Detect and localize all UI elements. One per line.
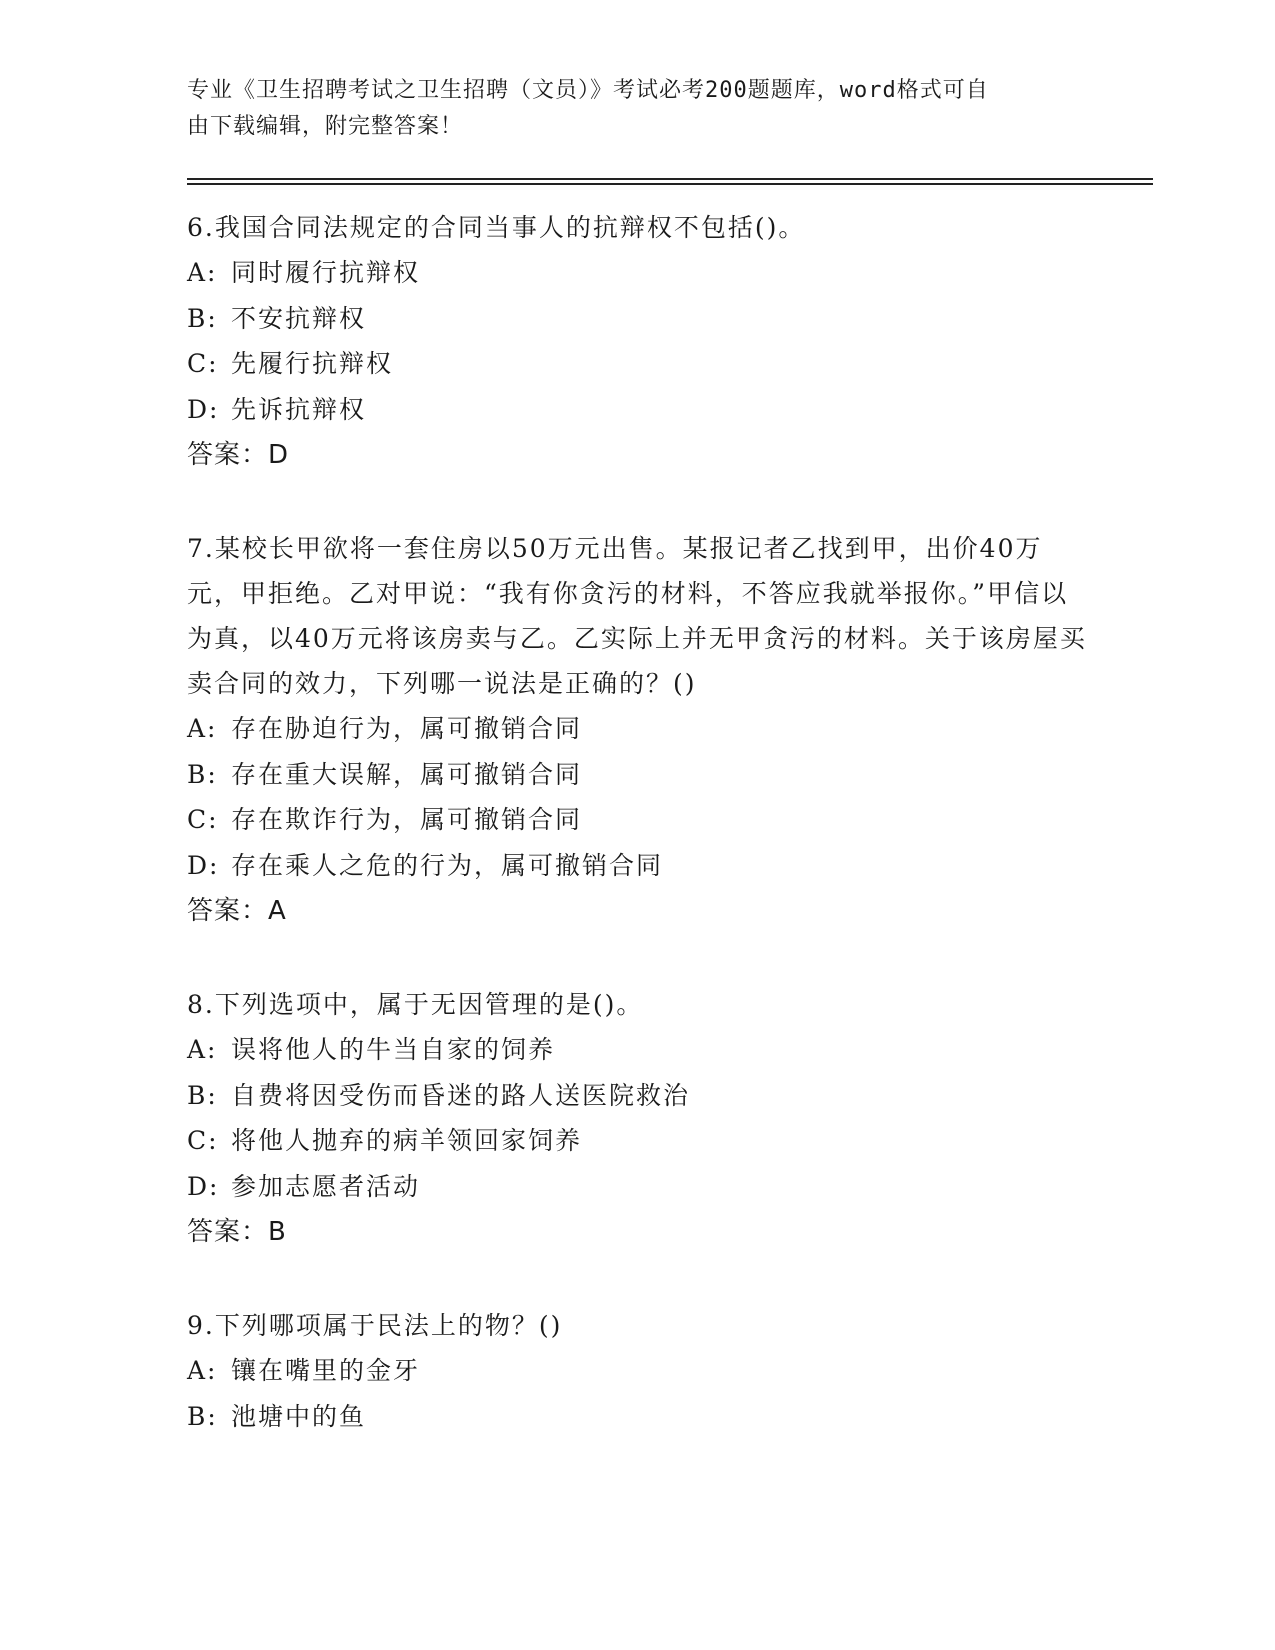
option-a <box>187 1027 1087 1073</box>
option-text: 镶在嘴里的金牙 <box>231 1356 421 1385</box>
option-text: 将他人抛弃的病羊领回家饲养 <box>231 1126 583 1155</box>
option-b <box>187 1394 1087 1440</box>
question-list <box>187 205 1087 1487</box>
option-letter: D: <box>187 394 220 424</box>
option-letter: B: <box>187 303 218 333</box>
header-divider-bottom <box>187 183 1153 185</box>
option-letter: B: <box>187 759 218 789</box>
option-a <box>187 706 1087 752</box>
option-text: 误将他人的牛当自家的饲养 <box>231 1035 556 1064</box>
option-d <box>187 1164 1087 1210</box>
option-letter: C: <box>187 1126 219 1155</box>
option-c <box>187 797 1087 843</box>
option-b <box>187 1073 1087 1119</box>
option-text: 池塘中的鱼 <box>231 1401 367 1431</box>
answer-label: 答案：A <box>187 896 287 926</box>
option-letter: B: <box>187 1401 218 1431</box>
option-d <box>187 843 1087 889</box>
answer-label: 答案：D <box>187 440 290 470</box>
question-stem: 9.下列哪项属于民法上的物？() <box>187 1311 563 1340</box>
option-letter: D: <box>187 850 220 880</box>
option-c <box>187 1118 1087 1164</box>
option-a <box>187 250 1087 296</box>
option-a <box>187 1348 1087 1394</box>
option-letter: A: <box>187 1356 218 1385</box>
header-line-1: 专业《卫生招聘考试之卫生招聘（文员）》考试必考200题题库，word格式可自 <box>187 78 989 103</box>
question-9 <box>187 1303 1087 1439</box>
answer-label: 答案：B <box>187 1217 287 1247</box>
option-d <box>187 387 1087 433</box>
question-7 <box>187 526 1087 934</box>
option-text: 先诉抗辩权 <box>231 394 367 424</box>
question-stem: 7.某校长甲欲将一套住房以50万元出售。某报记者乙找到甲，出价40万元，甲拒绝。乙对甲说：“我有你贪污的材料，不答应我就举报你。”甲信以为真，以40万元将该房卖与乙。乙实际上并无甲贪污的材料。关于该房屋买卖合同的效力，下列哪一说法是正确的？() <box>187 534 1087 698</box>
option-text: 参加志愿者活动 <box>231 1171 421 1201</box>
option-text: 不安抗辩权 <box>231 303 367 333</box>
option-letter: A: <box>187 714 218 743</box>
header-line-2: 由下载编辑，附完整答案！ <box>187 114 464 139</box>
question-stem: 8.下列选项中，属于无因管理的是()。 <box>187 990 644 1019</box>
option-text: 存在乘人之危的行为，属可撤销合同 <box>231 850 664 880</box>
document-header <box>187 73 1067 145</box>
option-letter: A: <box>187 1035 218 1064</box>
option-letter: B: <box>187 1080 218 1110</box>
option-text: 自费将因受伤而昏迷的路人送医院救治 <box>231 1080 691 1110</box>
option-text: 存在重大误解，属可撤销合同 <box>231 759 583 789</box>
option-text: 存在欺诈行为，属可撤销合同 <box>231 805 583 834</box>
option-letter: C: <box>187 349 219 378</box>
option-c <box>187 341 1087 387</box>
question-stem: 6.我国合同法规定的合同当事人的抗辩权不包括()。 <box>187 213 806 242</box>
option-b <box>187 752 1087 798</box>
option-letter: C: <box>187 805 219 834</box>
question-8 <box>187 982 1087 1255</box>
option-b <box>187 296 1087 342</box>
option-text: 存在胁迫行为，属可撤销合同 <box>231 714 583 743</box>
option-letter: D: <box>187 1171 220 1201</box>
option-text: 先履行抗辩权 <box>231 349 394 378</box>
header-divider-top <box>187 178 1153 180</box>
option-text: 同时履行抗辩权 <box>231 258 421 287</box>
option-letter: A: <box>187 258 218 287</box>
question-6 <box>187 205 1087 478</box>
